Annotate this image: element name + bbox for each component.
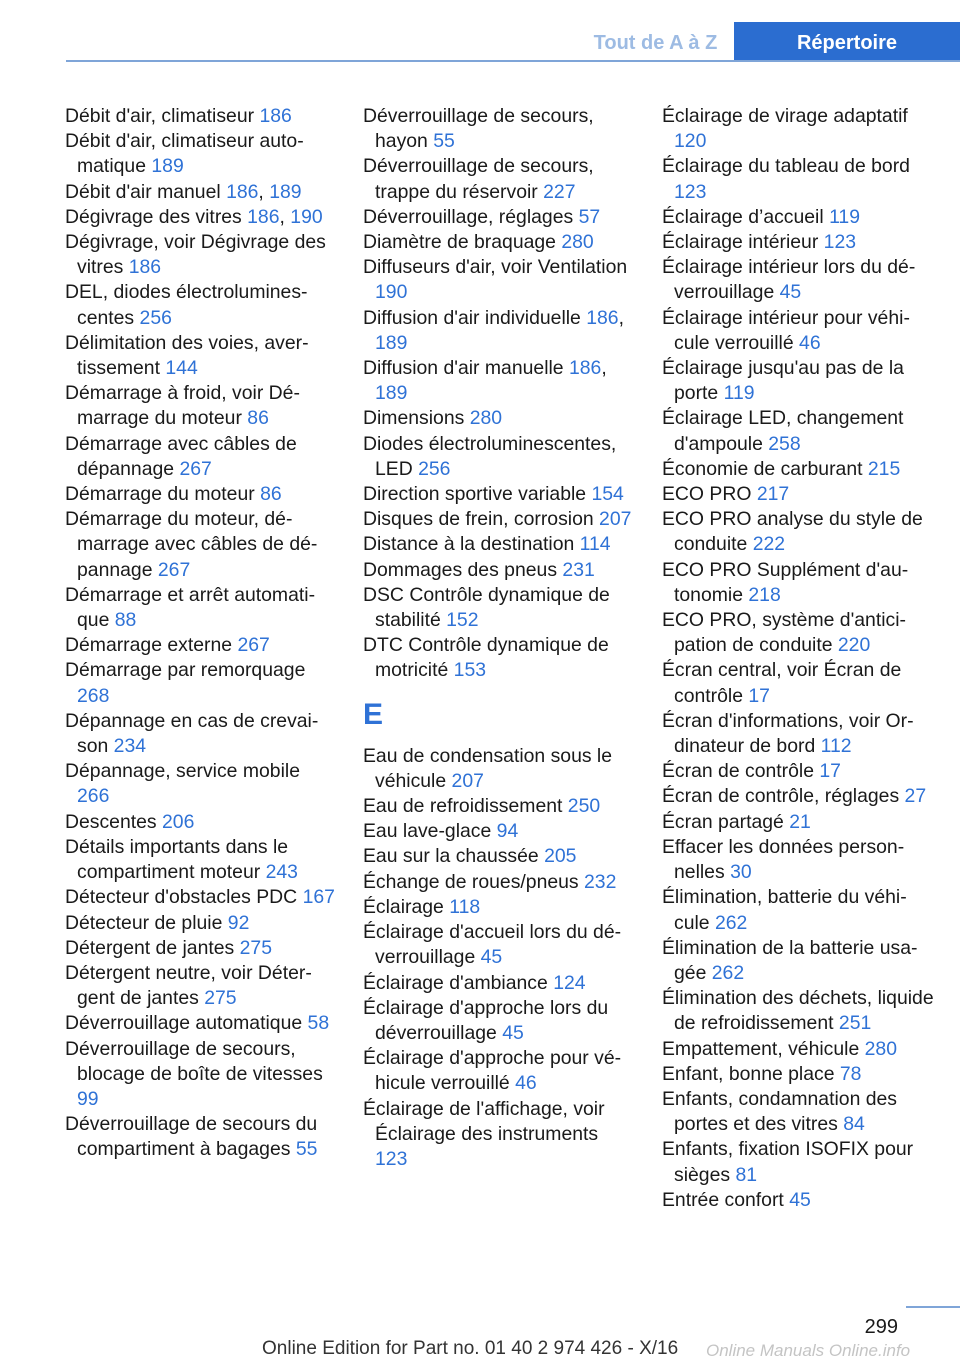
page-link[interactable]: 186	[226, 180, 259, 203]
page-header	[66, 22, 960, 62]
index-entry-term: Débit d'air manuel	[65, 180, 227, 203]
page-link[interactable]: 99	[77, 1087, 99, 1110]
page-link[interactable]: 30	[730, 861, 752, 884]
index-entry	[363, 255, 635, 305]
page-link[interactable]: 205	[544, 845, 577, 868]
index-entry-term: ECO PRO analyse du style de conduite	[662, 508, 923, 556]
index-entry-term: Déverrouillage de secours du compartiment à bagages	[65, 1113, 318, 1161]
index-entry	[662, 306, 934, 356]
index-entry	[65, 230, 337, 280]
tab-tout-de-a-a-z[interactable]: Tout de A à Z	[593, 32, 718, 54]
page-link[interactable]: 119	[829, 205, 860, 228]
index-entry	[65, 810, 337, 835]
page-link[interactable]: 119	[723, 382, 755, 405]
index-entry	[65, 432, 337, 482]
page-link[interactable]: 280	[864, 1037, 897, 1060]
index-entry	[65, 507, 337, 583]
index-entry-term: Délimitation des voies, avertissement	[65, 331, 309, 380]
page-link[interactable]: 243	[265, 861, 298, 884]
index-entry-term: Direction sportive variable	[363, 483, 592, 506]
index-entry	[363, 996, 635, 1046]
index-entry	[363, 154, 635, 204]
index-entry-term: Éclairage intérieur	[662, 231, 824, 254]
index-entry	[363, 844, 635, 869]
index-entry-term: Dommages des pneus	[363, 558, 563, 581]
page-link[interactable]: 220	[837, 634, 871, 657]
index-entry	[662, 885, 934, 935]
index-column-2	[363, 104, 635, 1172]
index-entry	[662, 709, 934, 759]
index-entry	[662, 658, 934, 708]
page-link[interactable]: 256	[418, 457, 451, 480]
index-entry	[363, 356, 635, 406]
index-entry	[65, 709, 337, 759]
index-entry-term: Déverrouillage automatique	[65, 1012, 308, 1035]
page-link[interactable]: 251	[838, 1012, 872, 1035]
index-entry-term: Éclairage d'approche pour véhicule verrouillé	[363, 1047, 622, 1095]
index-entry-term: Écran central, voir Écran de contrôle	[662, 659, 902, 707]
page-link[interactable]: 27	[904, 785, 927, 808]
index-entry	[65, 129, 337, 179]
index-entry	[65, 835, 337, 885]
index-entry-term: Éclairage intérieur lors du déverrouillage	[662, 256, 916, 304]
index-entry	[65, 583, 337, 633]
page-link[interactable]: 58	[307, 1012, 330, 1035]
index-entry-term: Détecteur de pluie	[65, 911, 228, 934]
index-entry	[662, 1037, 934, 1062]
index-entry-term: Dépannage, service mobile	[65, 760, 300, 783]
watermark: Online Manuals Online.info	[706, 1341, 911, 1360]
index-entry-term: Enfants, fixation ISOFIX pour sièges	[662, 1138, 914, 1186]
page-link[interactable]: 215	[867, 457, 901, 480]
page-separator: ,	[618, 306, 624, 329]
page-link[interactable]: 92	[227, 911, 250, 934]
page-link[interactable]: 234	[113, 735, 147, 758]
index-entry	[65, 936, 337, 961]
index-entry-term: Déverrouillage, réglages	[363, 205, 579, 228]
index-entry-term: Détecteur d'obstacles PDC	[65, 886, 303, 909]
page-link[interactable]: 222	[752, 533, 786, 556]
page-link[interactable]: 190	[290, 205, 323, 228]
index-entry	[662, 608, 934, 658]
index-entry	[662, 255, 934, 305]
index-entry	[65, 482, 337, 507]
page-link[interactable]: 189	[151, 155, 184, 178]
page-link[interactable]: 57	[578, 205, 601, 228]
index-entry	[363, 230, 635, 255]
page-link[interactable]: 167	[302, 886, 335, 909]
index-entry-term: Eau sur la chaussée	[363, 845, 545, 868]
page-link[interactable]: 231	[562, 558, 595, 581]
page-link[interactable]: 206	[162, 810, 195, 833]
footer-divider	[906, 1306, 960, 1308]
page-link[interactable]: 190	[375, 281, 408, 304]
index-entry-term: DEL, diodes électroluminescentes	[65, 281, 308, 329]
page-link[interactable]: 88	[114, 609, 137, 632]
page-link[interactable]: 112	[820, 735, 852, 758]
index-entry	[662, 230, 934, 255]
index-entry-term: Éclairage d’accueil	[662, 205, 830, 228]
index-entry-term: Empattement, véhicule	[662, 1037, 865, 1060]
page-link[interactable]: 21	[789, 810, 811, 833]
index-entry	[363, 306, 635, 356]
index-entry-term: Eau de condensation sous le véhicule	[363, 744, 613, 792]
index-entry	[363, 205, 635, 230]
index-entry	[662, 1087, 934, 1137]
page-separator: ,	[279, 205, 291, 228]
section-letter: E	[363, 697, 384, 731]
edition-footer: Online Edition for Part no. 01 40 2 974 426 - X/16	[262, 1338, 679, 1359]
index-entry	[65, 1011, 337, 1036]
index-entry	[363, 794, 635, 819]
index-entry-term: Écran de contrôle, réglages	[662, 785, 905, 808]
index-entry-term: Eau de refroidissement	[363, 795, 568, 818]
page-link[interactable]: 262	[711, 961, 745, 984]
index-entry-term: Démarrage externe	[65, 634, 238, 657]
page-link[interactable]: 46	[799, 331, 821, 354]
page-link[interactable]: 267	[179, 457, 212, 480]
index-column-1	[65, 104, 337, 1163]
index-entry	[662, 1137, 934, 1187]
index-entry	[363, 744, 635, 794]
index-entry-term: Dégivrage des vitres	[65, 205, 248, 228]
index-entry-term: Éclairage d'accueil lors du déverrouillage	[363, 921, 622, 969]
index-entry	[662, 154, 934, 204]
page-link[interactable]: 123	[674, 180, 707, 203]
page-link[interactable]: 207	[599, 508, 632, 531]
page-link[interactable]: 123	[823, 231, 857, 254]
index-entry-term: Éclairage	[363, 895, 450, 918]
page-link[interactable]: 45	[480, 946, 503, 969]
index-entry-term: Démarrage du moteur	[65, 483, 261, 506]
index-entry	[65, 961, 337, 1011]
index-entry-term: Démarrage à froid, voir Démarrage du moteur	[65, 382, 300, 430]
index-entry	[65, 104, 337, 129]
index-entry-term: Écran de contrôle	[662, 760, 820, 783]
index-entry-term: DTC Contrôle dynamique de motricité	[363, 634, 609, 682]
index-entry-term: ECO PRO	[662, 483, 757, 506]
index-entry	[363, 920, 635, 970]
page-link[interactable]: 217	[756, 483, 790, 506]
index-entry-term: DSC Contrôle dynamique de stabilité	[363, 583, 610, 632]
index-entry	[65, 280, 337, 330]
page-link[interactable]: 186	[586, 306, 619, 329]
page-link[interactable]: 120	[674, 130, 707, 153]
index-entry	[65, 658, 337, 708]
index-entry	[662, 835, 934, 885]
index-entry	[662, 936, 934, 986]
index-entry	[363, 870, 635, 895]
index-entry-term: Éclairage de l'affichage, voir Éclairage des instruments	[363, 1097, 605, 1145]
index-entry-term: Dimensions	[363, 407, 470, 430]
page-link[interactable]: 84	[843, 1113, 865, 1136]
index-entry	[662, 558, 934, 608]
index-entry-term: Éclairage intérieur pour véhicule verrouillé	[662, 306, 910, 354]
index-entry-term: Diamètre de braquage	[363, 231, 562, 254]
index-entry	[65, 885, 337, 910]
page-link[interactable]: 250	[567, 795, 601, 818]
page-link[interactable]: 275	[239, 936, 272, 959]
index-entry	[662, 356, 934, 406]
index-entry-term: Démarrage et arrêt automatique	[65, 583, 316, 632]
page-link[interactable]: 227	[543, 180, 576, 203]
page-link[interactable]: 207	[451, 769, 484, 792]
index-entry-term: Éclairage d'approche lors du déverrouillage	[363, 996, 609, 1044]
page-link[interactable]: 258	[768, 432, 801, 455]
index-entry	[363, 532, 635, 557]
index-entry-term: Démarrage du moteur, démarrage avec câbles de dépannage	[65, 508, 318, 581]
index-entry-term: Élimination des déchets, liquide de refroidissement	[662, 987, 934, 1035]
page-link[interactable]: 186	[247, 205, 280, 228]
index-entry	[363, 895, 635, 920]
index-entry-term: Débit d'air, climatiseur automatique	[65, 130, 304, 178]
index-entry-term: ECO PRO, système d'anticipation de conduite	[662, 609, 907, 657]
index-entry	[363, 558, 635, 583]
index-entry	[662, 205, 934, 230]
page-separator: ,	[258, 180, 270, 203]
index-entry	[65, 331, 337, 381]
page-link[interactable]: 17	[748, 684, 770, 707]
index-entry	[662, 986, 934, 1036]
index-entry	[662, 759, 934, 784]
index-entry-term: Détails importants dans le compartiment moteur	[65, 835, 289, 884]
page-link[interactable]: 45	[779, 281, 802, 304]
page-link[interactable]: 45	[502, 1021, 524, 1044]
index-entry-term: Descentes	[65, 810, 163, 833]
page-link[interactable]: 189	[375, 382, 408, 405]
index-entry	[65, 381, 337, 431]
page-link[interactable]: 78	[839, 1062, 862, 1085]
page-link[interactable]: 17	[819, 760, 841, 783]
index-entry	[662, 1188, 934, 1213]
index-entry	[363, 432, 635, 482]
index-entry-term: Éclairage d'ambiance	[363, 971, 554, 994]
index-entry	[65, 180, 337, 205]
index-entry-term: ECO PRO Supplément d'autonomie	[662, 558, 909, 606]
index-entry-term: Déverrouillage de secours, hayon	[363, 105, 594, 153]
index-entry	[662, 507, 934, 557]
index-entry	[65, 759, 337, 809]
page-link[interactable]: 81	[735, 1163, 758, 1186]
page-link[interactable]: 45	[789, 1188, 811, 1211]
index-entry-term: Dépannage en cas de crevaison	[65, 709, 319, 758]
index-entry-term: Enfants, condamnation des portes et des vitres	[662, 1087, 897, 1136]
page-link[interactable]: 55	[295, 1138, 318, 1161]
page-link[interactable]: 232	[584, 870, 617, 893]
page-link[interactable]: 154	[591, 483, 624, 506]
index-entry-term: Éclairage LED, changement d'ampoule	[662, 407, 904, 455]
page-link[interactable]: 86	[260, 483, 282, 506]
index-entry-term: Écran d'informations, voir Ordinateur de bord	[662, 709, 914, 758]
index-entry	[662, 406, 934, 456]
index-entry-term: Débit d'air, climatiseur	[65, 105, 260, 127]
index-entry-term: Écran partagé	[662, 810, 790, 833]
index-entry	[662, 784, 934, 809]
index-entry	[363, 482, 635, 507]
index-entry-term: Diffusion d'air manuelle	[363, 357, 569, 380]
index-entry	[363, 1097, 635, 1173]
index-entry-term: Diffusion d'air individuelle	[363, 306, 587, 329]
page-link[interactable]: 118	[449, 895, 481, 918]
page-link[interactable]: 266	[77, 785, 110, 808]
page-link[interactable]: 267	[157, 558, 191, 581]
index-entry	[662, 104, 934, 154]
index-entry	[662, 810, 934, 835]
index-entry	[363, 104, 635, 154]
index-entry	[363, 406, 635, 431]
tab-repertoire[interactable]: Répertoire	[734, 22, 960, 62]
index-entry-term: Élimination, batterie du véhicule	[662, 886, 907, 934]
header-divider	[66, 60, 960, 62]
index-entry-term: Économie de carburant	[662, 457, 868, 480]
index-entry	[363, 1046, 635, 1096]
page-link[interactable]: 189	[269, 180, 302, 203]
index-entry	[363, 583, 635, 633]
index-entry-term: Éclairage de virage adaptatif	[662, 105, 908, 127]
page-link[interactable]: 186	[259, 105, 292, 127]
index-entry	[65, 911, 337, 936]
index-entry-term: Détergent de jantes	[65, 936, 240, 959]
index-entry-term: Éclairage du tableau de bord	[662, 155, 910, 178]
page-link[interactable]: 152	[446, 609, 479, 632]
page-link[interactable]: 262	[714, 911, 748, 934]
index-entry	[363, 633, 635, 683]
index-entry-term: Détergent neutre, voir Détergent de jantes	[65, 961, 312, 1010]
page-link[interactable]: 189	[375, 331, 408, 354]
index-entry	[662, 1062, 934, 1087]
index-entry	[65, 1037, 337, 1113]
index-entry	[363, 971, 635, 996]
index-entry-term: Démarrage par remorquage	[65, 659, 306, 682]
page-link[interactable]: 114	[579, 533, 611, 556]
index-entry	[662, 457, 934, 482]
index-entry-term: Distance à la destination	[363, 533, 580, 556]
page-link[interactable]: 275	[204, 987, 237, 1010]
page-link[interactable]: 280	[469, 407, 503, 430]
index-entry-term: Éclairage jusqu'au pas de la porte	[662, 357, 904, 405]
page-link[interactable]: 268	[77, 684, 110, 707]
index-entry-term: Diodes électroluminescentes, LED	[363, 432, 617, 480]
page-link[interactable]: 186	[128, 256, 162, 279]
page-link[interactable]: 280	[561, 231, 594, 254]
index-entry-term: Déverrouillage de secours, trappe du réservoir	[363, 155, 594, 203]
index-entry-term: Eau lave-glace	[363, 820, 497, 843]
index-entry	[65, 633, 337, 658]
page-link[interactable]: 186	[568, 357, 602, 380]
page-number: 299	[864, 1316, 898, 1338]
index-entry-term: Échange de roues/pneus	[363, 870, 585, 893]
index-entry-term: Enfant, bonne place	[662, 1062, 840, 1085]
index-entry-term: Élimination de la batterie usagée	[662, 936, 918, 984]
index-entry	[363, 819, 635, 844]
page-link[interactable]: 46	[515, 1072, 537, 1095]
index-column-3	[662, 104, 934, 1213]
index-entry	[662, 482, 934, 507]
page-link[interactable]: 267	[237, 634, 270, 657]
page-separator: ,	[601, 357, 607, 380]
index-entry-term: Entrée confort	[662, 1188, 790, 1211]
page-link[interactable]: 218	[748, 583, 781, 606]
index-entry-term: Disques de frein, corrosion	[363, 508, 600, 531]
index-entry	[65, 1112, 337, 1162]
index-entry	[65, 205, 337, 230]
index-entry	[363, 507, 635, 532]
page-link[interactable]: 55	[433, 130, 455, 153]
page-link[interactable]: 123	[375, 1147, 408, 1170]
index-entry-term: Démarrage avec câbles de dépannage	[65, 432, 297, 480]
page-link[interactable]: 124	[553, 971, 586, 994]
index-entry-term: Déverrouillage de secours, blocage de boîte de vitesses	[65, 1037, 323, 1085]
index-entry-term: Effacer les données personnelles	[662, 835, 905, 884]
page-link[interactable]: 144	[165, 357, 198, 380]
page-link[interactable]: 256	[139, 306, 172, 329]
page-link[interactable]: 94	[496, 820, 519, 843]
page-link[interactable]: 153	[453, 659, 487, 682]
page-link[interactable]: 86	[247, 407, 269, 430]
index-entry-term: Diffuseurs d'air, voir Ventilation	[363, 256, 628, 279]
index-entry-term: Dégivrage, voir Dégivrage des vitres	[65, 231, 326, 279]
